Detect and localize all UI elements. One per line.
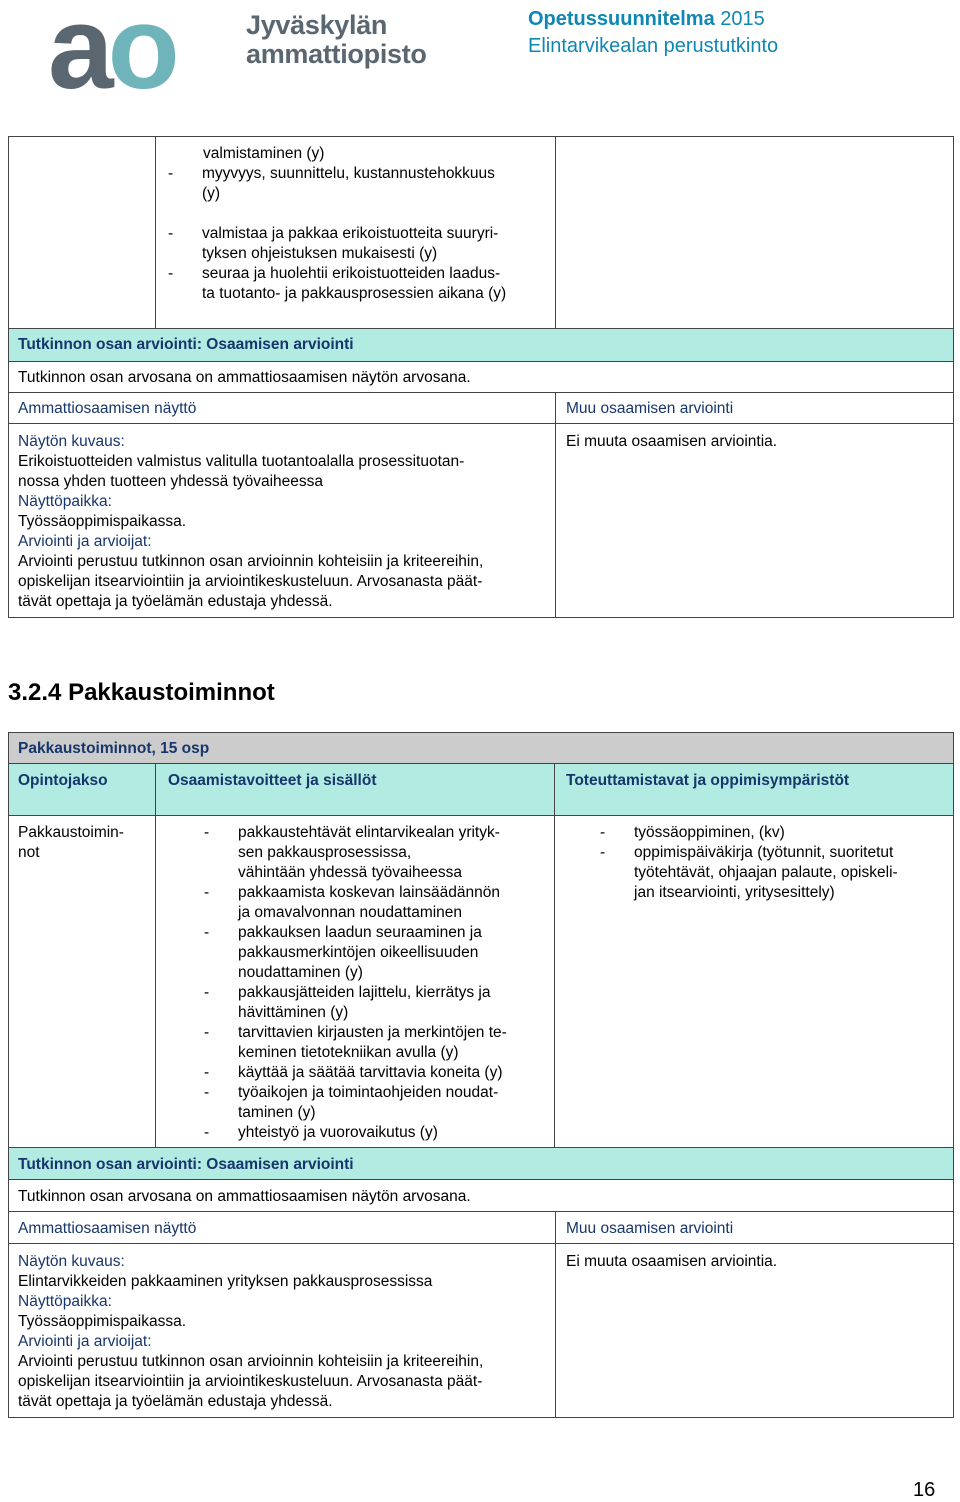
goal-item: - myyvyys, suunnittelu, kustannustehokkuus (y) [168, 164, 558, 204]
demo-assess-label: Arviointi ja arvioijat: [18, 1333, 152, 1350]
grade-text: Tutkinnon osan arvosana on ammattiosaamisen näytön arvosana. [18, 369, 471, 386]
section-heading [8, 678, 275, 708]
course-name-line: Pakkaustoimin- [18, 824, 124, 841]
table2-other-header [555, 1211, 954, 1244]
demo-place: Työssäoppimispaikassa. [18, 513, 186, 530]
demo-assess-label: Arviointi ja arvioijat: [18, 533, 152, 550]
table2-col-header-2 [155, 763, 555, 816]
demo-desc-line: Erikoistuotteiden valmistus valitulla tuotantoalalla prosessituotan- [18, 453, 465, 470]
assessment-header-text: Tutkinnon osan arviointi: Osaamisen arviointi [18, 1156, 354, 1173]
grade-text: Tutkinnon osan arvosana on ammattiosaamisen näytön arvosana. [18, 1188, 471, 1205]
table1-demo-header [8, 392, 556, 424]
demo-assess-line: opiskelijan itsearviointiin ja arviointikeskusteluun. Arvosanasta päät- [18, 1373, 483, 1390]
table2-demo-body [8, 1243, 556, 1418]
demo-place: Työssäoppimispaikassa. [18, 1313, 186, 1330]
logo-ao-mark [48, 0, 228, 96]
goal-list-a [168, 164, 558, 204]
goal-item: - yhteistyö ja vuorovaikutus (y) [204, 1123, 554, 1143]
goal-item: - työaikojen ja toimintaohjeiden noudat- taminen (y) [204, 1083, 554, 1123]
table2-demo-header [8, 1211, 556, 1244]
other-text: Ei muuta osaamisen arviointia. [566, 433, 778, 450]
table2-course-cell [8, 815, 156, 1148]
col-header-opintojakso: Opintojakso [18, 772, 108, 789]
table2-other-body [555, 1243, 954, 1418]
doc-title-bold: Opetussuunnitelma [528, 8, 715, 30]
demo-assess-line: Arviointi perustuu tutkinnon osan arvioinnin kohteisiin ja kriteereihin, [18, 1353, 484, 1370]
method-item: - oppimispäiväkirja (työtunnit, suoritetut työtehtävät, ohjaajan palaute, opiskeli- jan itsearviointi, yritysesittely) [600, 843, 950, 903]
demo-place-label: Näyttöpaikka: [18, 493, 112, 510]
demo-assess-line: opiskelijan itsearviointiin ja arviointikeskusteluun. Arvosanasta päät- [18, 573, 483, 590]
doc-year: 2015 [720, 8, 765, 30]
demo-desc-label: Näytön kuvaus: [18, 433, 125, 450]
goal-item: - pakkaamista koskevan lainsäädännön ja omavalvonnan noudattaminen [204, 883, 554, 923]
table2-col-header-1 [8, 763, 156, 816]
table1-other-body [555, 423, 954, 618]
table1-methods-cell [555, 136, 954, 329]
goal-item: - käyttää ja säätää tarvittavia koneita (y) [204, 1063, 554, 1083]
table1-grade-row [8, 361, 954, 393]
page-number: 16 [913, 1479, 936, 1501]
goal-item: - pakkausjätteiden lajittelu, kierrätys ja hävittäminen (y) [204, 983, 554, 1023]
table2-title-row [8, 732, 954, 764]
demo-assess-line: tävät opettaja ja työelämän edustaja yhdessä. [18, 593, 333, 610]
methods-list [600, 823, 950, 903]
demo-place-label: Näyttöpaikka: [18, 1293, 112, 1310]
table1-demo-body [8, 423, 556, 618]
table1-other-header [555, 392, 954, 424]
goal-item: - pakkaustehtävät elintarvikealan yrityk- sen pakkausprosessissa, vähintään yhdessä työvaiheessa [204, 823, 554, 883]
table2-assessment-header [8, 1147, 954, 1180]
document-header [528, 6, 778, 60]
goal-item: - valmistaa ja pakkaa erikoistuotteita suuryri- tyksen ohjeistuksen mukaisesti (y) [168, 224, 558, 264]
demo-assess-line: Arviointi perustuu tutkinnon osan arvioinnin kohteisiin ja kriteereihin, [18, 553, 484, 570]
svg-text:ao: ao [48, 0, 174, 96]
goal-continuation: valmistaminen (y) [203, 145, 325, 162]
table2-goals-cell [155, 815, 555, 1148]
doc-subtitle: Elintarvikealan perustutkinto [528, 35, 779, 57]
doc-title [528, 6, 778, 33]
table2-title: Pakkaustoiminnot, 15 osp [18, 740, 210, 757]
section-number: 3.2.4 [8, 679, 62, 706]
demo-desc: Elintarvikkeiden pakkaaminen yrityksen pakkausprosessissa [18, 1273, 433, 1290]
goal-item: - tarvittavien kirjausten ja merkintöjen te- keminen tietotekniikan avulla (y) [204, 1023, 554, 1063]
table1-empty-cell [8, 136, 156, 329]
goal-list-b [168, 224, 558, 304]
demo-assess-line: tävät opettaja ja työelämän edustaja yhdessä. [18, 1393, 333, 1410]
section-title: Pakkaustoiminnot [68, 679, 275, 706]
other-text: Ei muuta osaamisen arviointia. [566, 1253, 778, 1270]
goal-item: - seuraa ja huolehtii erikoistuotteiden laadus- ta tuotanto- ja pakkausprosessien aikana (y) [168, 264, 558, 304]
table1-assessment-header [8, 328, 954, 362]
other-header-text: Muu osaamisen arviointi [566, 1220, 734, 1237]
logo-line-1: Jyväskylän [246, 10, 388, 40]
course-name-line: not [18, 844, 40, 861]
demo-header-text: Ammattiosaamisen näyttö [18, 400, 197, 417]
assessment-header-text: Tutkinnon osan arviointi: Osaamisen arviointi [18, 336, 354, 353]
goals-list [204, 823, 554, 1143]
other-header-text: Muu osaamisen arviointi [566, 400, 734, 417]
method-item: - työssäoppiminen, (kv) [600, 823, 950, 843]
table2-methods-cell [554, 815, 954, 1148]
table2-col-header-3 [554, 763, 954, 816]
logo-line-2: ammattiopisto [246, 39, 427, 69]
table1-goals-cell [155, 136, 556, 329]
goal-item: - pakkauksen laadun seuraaminen ja pakkausmerkintöjen oikeellisuuden noudattaminen (y) [204, 923, 554, 983]
demo-header-text: Ammattiosaamisen näyttö [18, 1220, 197, 1237]
logo-wordmark [246, 12, 427, 68]
col-header-methods: Toteuttamistavat ja oppimisympäristöt [566, 772, 850, 789]
demo-desc-label: Näytön kuvaus: [18, 1253, 125, 1270]
demo-desc-line: nossa yhden tuotteen yhdessä työvaiheessa [18, 473, 324, 490]
col-header-goals: Osaamistavoitteet ja sisällöt [168, 772, 377, 789]
table2-grade-row [8, 1179, 954, 1212]
